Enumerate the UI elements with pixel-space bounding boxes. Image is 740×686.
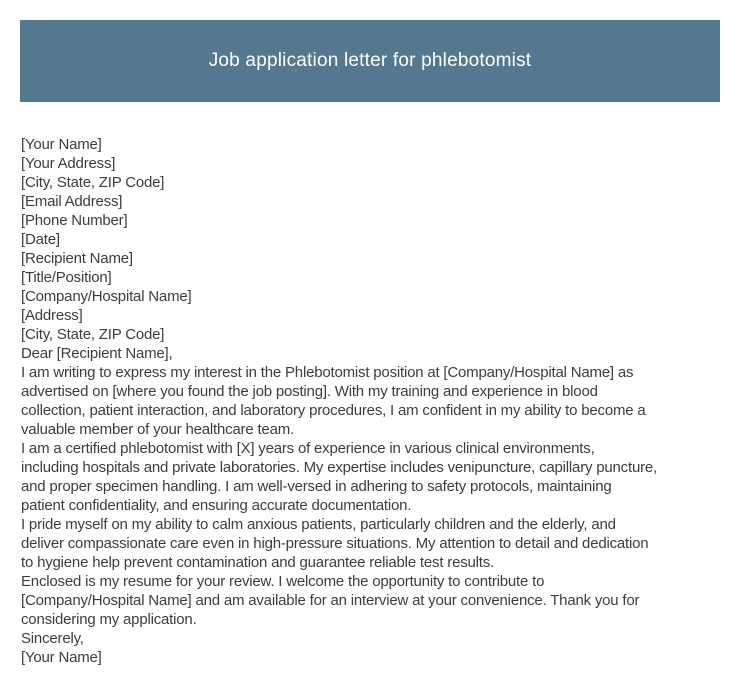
paragraph-intro: I am writing to express my interest in the Phlebotomist position at [Company/Hospital Name] as advertised on [where you found the job posting]. With my training and experience in blood collection, patient interaction, and laboratory procedures, I am confident in my ability to become a valuable member of your healthcare team. [21, 364, 646, 438]
signature: [Your Name] [21, 649, 102, 666]
title-banner [20, 20, 720, 102]
recipient-block: [Recipient Name] [Title/Position] [Company/Hospital Name] [Address] [City, State, ZIP Code] [21, 250, 192, 343]
paragraph-soft-skills: I pride myself on my ability to calm anxious patients, particularly children and the elderly, and deliver compassionate care even in high-pressure situations. My attention to detail and dedication to hygiene help prevent contamination and guarantee reliable test results. [21, 516, 649, 571]
salutation: Dear [Recipient Name], [21, 345, 173, 362]
document-title: Job application letter for phlebotomist [208, 50, 532, 71]
letter-body [21, 135, 726, 667]
paragraph-qualifications: I am a certified phlebotomist with [X] years of experience in various clinical environments, including hospitals and private laboratories. My expertise includes venipuncture, capillary puncture, and proper specimen handling. I am well-versed in adhering to safety protocols, maintaining patient confidentiality, and ensuring accurate documentation. [21, 440, 657, 514]
paragraph-conclusion: Enclosed is my resume for your review. I welcome the opportunity to contribute to [Company/Hospital Name] and am available for an interview at your convenience. Thank you for considering my application. [21, 573, 640, 628]
sender-block: [Your Name] [Your Address] [City, State, ZIP Code] [Email Address] [Phone Number] [Date] [21, 136, 165, 248]
closing: Sincerely, [21, 630, 84, 647]
